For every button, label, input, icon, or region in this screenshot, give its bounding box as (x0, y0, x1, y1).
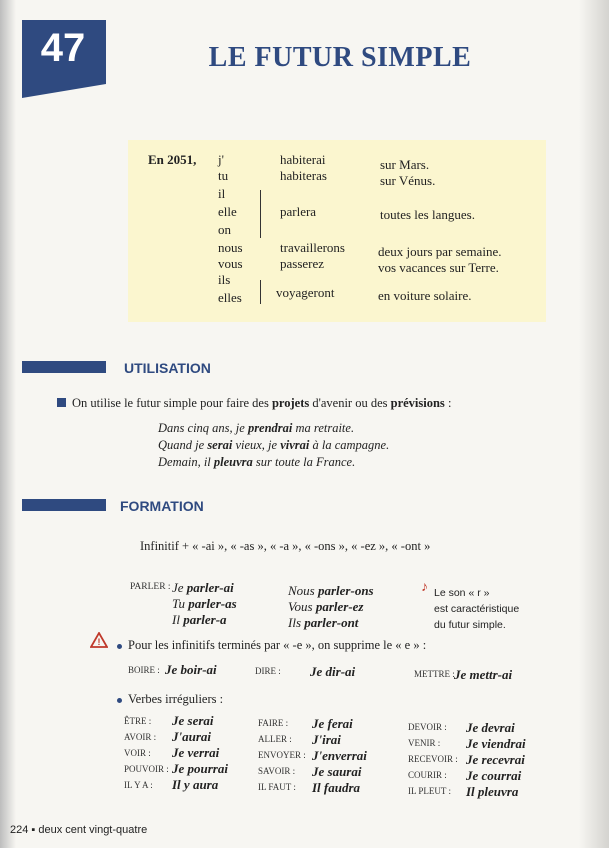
example-pronoun: nous (218, 240, 243, 255)
warning-icon (90, 632, 108, 653)
example-complement: vos vacances sur Terre. (378, 260, 499, 275)
verb-label: DEVOIR : (408, 722, 447, 732)
example-pronoun: ils (218, 272, 231, 287)
example-verb: passerez (280, 256, 325, 271)
verb-label: RECEVOIR : (408, 754, 458, 764)
verb-label: IL PLEUT : (408, 786, 451, 796)
verb-form: Je viendrai (466, 736, 526, 751)
page-title: LE FUTUR SIMPLE (208, 42, 472, 73)
conjugation-line: Tu parler-as (172, 596, 237, 611)
example-complement: toutes les langues. (380, 207, 475, 222)
lesson-number: 47 (40, 26, 86, 70)
note-line: Le son « r » (434, 587, 490, 599)
verb-label: DIRE : (255, 666, 281, 676)
conjugation-line: Ils parler-ont (288, 615, 359, 630)
verb-form: Il faudra (312, 780, 361, 795)
example-complement: sur Vénus. (380, 173, 436, 188)
verb-label: METTRE : (414, 669, 455, 679)
page-gutter-shadow (0, 0, 16, 848)
verb-label: SAVOIR : (258, 766, 296, 776)
formation-bar (22, 499, 106, 511)
example-complement: en voiture solaire. (378, 288, 472, 303)
bullet-dot-icon (117, 698, 122, 703)
verb-label: VOIR : (124, 748, 151, 758)
utilisation-example: Demain, il pleuvra sur toute la France. (158, 455, 356, 469)
page-number: 224 (10, 824, 29, 836)
music-note-icon: ♪ (421, 580, 428, 595)
verb-form: Je boir-ai (165, 662, 217, 677)
formation-title: FORMATION (120, 498, 204, 514)
example-lead: En 2051, (148, 152, 197, 167)
example-pronoun: vous (218, 256, 243, 271)
irregular-title: Verbes irréguliers : (128, 692, 224, 706)
example-pronoun: on (218, 222, 231, 237)
warning-text: Pour les infinitifs terminés par « -e », on supprime le « e » : (128, 638, 427, 652)
verb-label: BOIRE : (128, 665, 160, 675)
page-footer: 224 ▪ deux cent vingt-quatre (10, 824, 148, 836)
conjugation-line: Nous parler-ons (288, 583, 374, 598)
pronoun-bracket (260, 190, 261, 238)
utilisation-bar (22, 361, 106, 373)
formation-rule: Infinitif + « -ai », « -as », « -a », « -ons », « -ez », « -ont » (140, 539, 431, 553)
verb-form: Je ferai (312, 716, 353, 731)
bullet-dot-icon (117, 644, 122, 649)
verb-label: VENIR : (408, 738, 441, 748)
verb-label: FAIRE : (258, 718, 289, 728)
verb-label: ALLER : (258, 734, 292, 744)
verb-form: Il pleuvra (466, 784, 519, 799)
example-verb: parlera (280, 204, 317, 219)
conjugation-line: Je parler-ai (172, 580, 234, 595)
verb-form: J'aurai (172, 729, 212, 744)
verb-form: Je devrai (466, 720, 515, 735)
svg-text:!: ! (97, 637, 101, 647)
example-verb: habiterai (280, 152, 326, 167)
utilisation-title: UTILISATION (124, 360, 211, 376)
utilisation-example: Quand je serai vieux, je vivrai à la campagne. (158, 438, 390, 452)
example-verb: voyageront (276, 285, 335, 300)
verb-label: ENVOYER : (258, 750, 306, 760)
note-line: est caractéristique (434, 603, 520, 615)
verb-label: ÊTRE : (124, 716, 152, 726)
example-pronoun: il (218, 186, 226, 201)
verb-form: Je serai (172, 713, 214, 728)
verb-form: Je verrai (172, 745, 220, 760)
note-line: du futur simple. (434, 619, 506, 631)
pronoun-bracket (260, 280, 261, 304)
verb-form: Je courrai (466, 768, 522, 783)
verb-form: Je mettr-ai (454, 667, 513, 682)
verb-label: IL Y A : (124, 780, 153, 790)
page-number-words: deux cent vingt-quatre (38, 824, 148, 836)
square-bullet-icon (57, 398, 66, 407)
example-complement: deux jours par semaine. (378, 244, 502, 259)
verb-label: POUVOIR : (124, 764, 169, 774)
verb-form: Je pourrai (172, 761, 228, 776)
example-verb: habiteras (280, 168, 327, 183)
example-pronoun: tu (218, 168, 229, 183)
example-pronoun: j' (218, 152, 224, 167)
verb-form: Je dir-ai (310, 664, 356, 679)
verb-form: Je saurai (312, 764, 362, 779)
conjugation-line: Vous parler-ez (288, 599, 364, 614)
verb-label: AVOIR : (124, 732, 157, 742)
verb-form: J'irai (312, 732, 341, 747)
page-edge-shadow (579, 0, 609, 848)
verb-form: Je recevrai (466, 752, 525, 767)
example-complement: sur Mars. (380, 157, 430, 172)
verb-label: COURIR : (408, 770, 447, 780)
utilisation-example: Dans cinq ans, je prendrai ma retraite. (158, 421, 355, 435)
example-pronoun: elles (218, 290, 242, 305)
conjugation-line: Il parler-a (172, 612, 227, 627)
example-pronoun: elle (218, 204, 237, 219)
verb-form: Il y aura (172, 777, 219, 792)
utilisation-intro: On utilise le futur simple pour faire des projets d'avenir ou des prévisions : (72, 396, 452, 410)
verb-label: IL FAUT : (258, 782, 296, 792)
verb-label: PARLER : (130, 582, 171, 592)
verb-form: J'enverrai (312, 748, 367, 763)
example-verb: travaillerons (280, 240, 345, 255)
